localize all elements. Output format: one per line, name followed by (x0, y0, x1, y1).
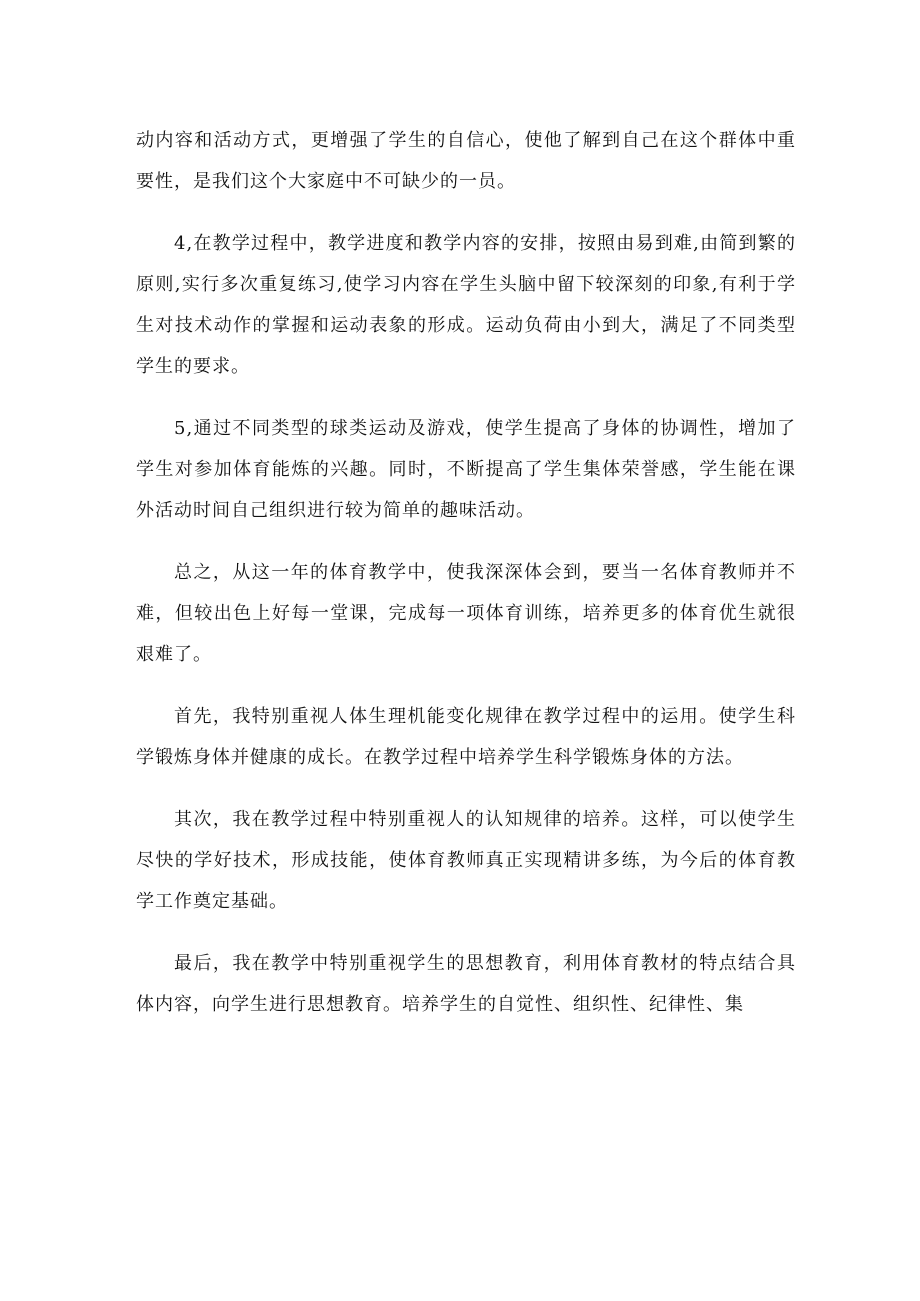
paragraph-last: 最后，我在教学中特别重视学生的思想教育，利用体育教材的特点结合具体内容，向学生进行思想教育。培养学生的自觉性、组织性、纪律性、集 (136, 953, 796, 1015)
paragraph-summary: 总之，从这一年的体育教学中，使我深深体会到，要当一名体育教师并不难，但较出色上好每一堂课，完成每一项体育训练，培养更多的体育优生就很艰难了。 (136, 562, 796, 665)
paragraph-item-4: 4,在教学过程中，教学进度和教学内容的安排，按照由易到难,由简到繁的原则,实行多次重复练习,使学习内容在学生头脑中留下较深刻的印象,有利于学生对技术动作的掌握和运动表象的形成。运动负荷由小到大，满足了不同类型学生的要求。 (136, 233, 796, 377)
paragraph-item-5: 5,通过不同类型的球类运动及游戏，使学生提高了身体的协调性，增加了学生对参加体育能炼的兴趣。同时，不断提高了学生集体荣誉感，学生能在课外活动时间自己组织进行较为简单的趣味活动。 (136, 418, 796, 521)
paragraph-second: 其次，我在教学过程中特别重视人的认知规律的培养。这样，可以使学生尽快的学好技术，形成技能，使体育教师真正实现精讲多练，为今后的体育教学工作奠定基础。 (136, 809, 796, 912)
paragraph-first: 首先，我特别重视人体生理机能变化规律在教学过程中的运用。使学生科学锻炼身体并健康的成长。在教学过程中培养学生科学锻炼身体的方法。 (136, 706, 796, 768)
document-body (136, 120, 796, 1046)
paragraph-continuation: 动内容和活动方式，更增强了学生的自信心，使他了解到自己在这个群体中重要性，是我们这个大家庭中不可缺少的一员。 (136, 130, 796, 192)
